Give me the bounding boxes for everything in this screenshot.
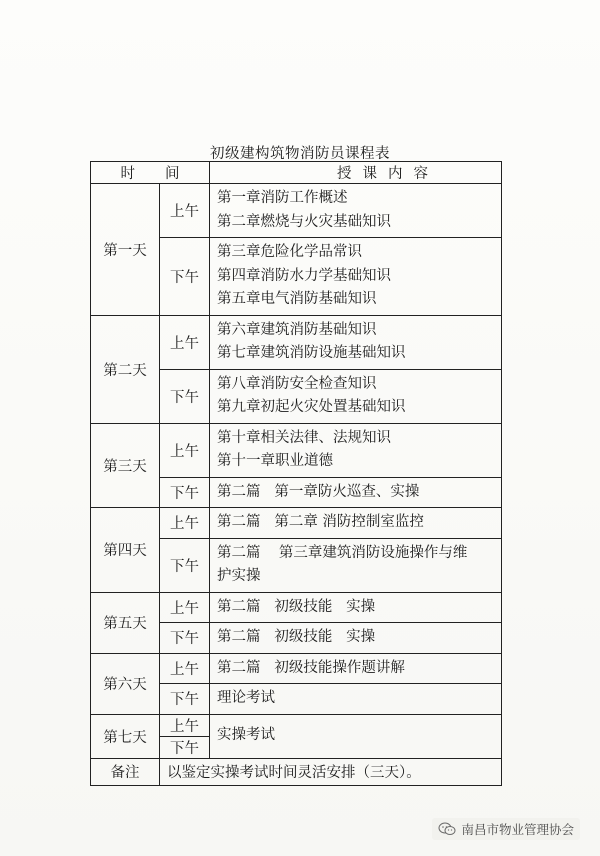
note-text: 以鉴定实操考试时间灵活安排（三天）。 (160, 758, 502, 785)
half-cell: 下午 (160, 369, 210, 423)
content-cell (210, 423, 502, 477)
course-table (90, 161, 502, 786)
content-cell (210, 184, 502, 238)
header-content-char-1: 授 (337, 166, 352, 182)
course-line: 第五章电气消防基础知识 (217, 291, 377, 307)
content-cell (210, 477, 502, 508)
half-cell: 下午 (160, 684, 210, 715)
course-line: 实操考试 (217, 727, 275, 744)
header-content-char-3: 内 (388, 166, 403, 182)
day-cell: 第一天 (91, 184, 160, 316)
day-cell: 第六天 (91, 653, 160, 714)
course-line: 第十一章职业道德 (217, 453, 333, 469)
half-cell: 下午 (160, 736, 210, 758)
table-row (91, 592, 502, 623)
header-time-char-1: 时 (120, 166, 135, 182)
day-cell: 第三天 (91, 423, 160, 508)
day-cell: 第七天 (91, 714, 160, 758)
content-cell (210, 508, 502, 539)
half-cell: 上午 (160, 315, 210, 369)
table-row (91, 184, 502, 238)
half-cell: 上午 (160, 184, 210, 238)
course-line: 第二篇 初级技能 实操 (217, 629, 376, 645)
header-time (91, 162, 210, 184)
watermark-text: 南昌市物业管理协会 (461, 822, 574, 837)
table-header-row (91, 162, 502, 184)
half-cell: 下午 (160, 238, 210, 316)
course-line: 第四章消防水力学基础知识 (217, 267, 391, 284)
course-line: 第一章消防工作概述 (217, 190, 348, 206)
day-cell: 第五天 (91, 592, 160, 653)
course-line: 第二篇 初级技能 实操 (217, 598, 376, 615)
half-cell: 上午 (160, 714, 210, 736)
course-line: 第二篇 第二章 消防控制室监控 (217, 514, 424, 530)
half-cell: 上午 (160, 653, 210, 684)
content-cell (210, 684, 502, 715)
header-time-char-2: 间 (165, 166, 180, 182)
day-cell: 第二天 (91, 315, 160, 423)
content-cell (210, 369, 502, 423)
content-cell (210, 538, 502, 592)
course-line: 理论考试 (217, 690, 275, 706)
table-row (91, 508, 502, 539)
course-line: 第三章危险化学品常识 (217, 244, 362, 260)
table-row (91, 653, 502, 684)
course-line: 第二篇 第一章防火巡查、实操 (217, 483, 420, 500)
content-cell (210, 714, 502, 758)
table-row (91, 423, 502, 477)
header-content-char-2: 课 (362, 166, 377, 182)
day-cell: 第四天 (91, 508, 160, 593)
half-cell: 上午 (160, 592, 210, 623)
note-label: 备注 (91, 758, 160, 785)
course-line: 第二篇 第三章建筑消防设施操作与维 (217, 544, 468, 561)
course-line: 护实操 (217, 568, 261, 584)
content-cell (210, 623, 502, 654)
course-line: 第七章建筑消防设施基础知识 (217, 345, 406, 361)
half-cell: 上午 (160, 423, 210, 477)
table-row (91, 315, 502, 369)
content-cell (210, 238, 502, 316)
course-line: 第十章相关法律、法规知识 (217, 429, 391, 446)
note-row (91, 758, 502, 785)
course-line: 第二篇 初级技能操作题讲解 (217, 659, 405, 676)
table-row (91, 714, 502, 736)
half-cell: 上午 (160, 508, 210, 539)
header-content-char-4: 容 (413, 166, 428, 182)
course-line: 第九章初起火灾处置基础知识 (217, 399, 406, 415)
half-cell: 下午 (160, 538, 210, 592)
document-title: 初级建构筑物消防员课程表 (210, 146, 390, 162)
half-cell: 下午 (160, 477, 210, 508)
content-cell (210, 653, 502, 684)
header-content (210, 162, 502, 184)
content-cell (210, 592, 502, 623)
half-cell: 下午 (160, 623, 210, 654)
content-cell (210, 315, 502, 369)
course-line: 第八章消防安全检查知识 (217, 375, 377, 392)
course-line: 第六章建筑消防基础知识 (217, 321, 377, 338)
watermark (432, 818, 580, 840)
wechat-icon (438, 822, 456, 836)
course-line: 第二章燃烧与火灾基础知识 (217, 213, 391, 230)
